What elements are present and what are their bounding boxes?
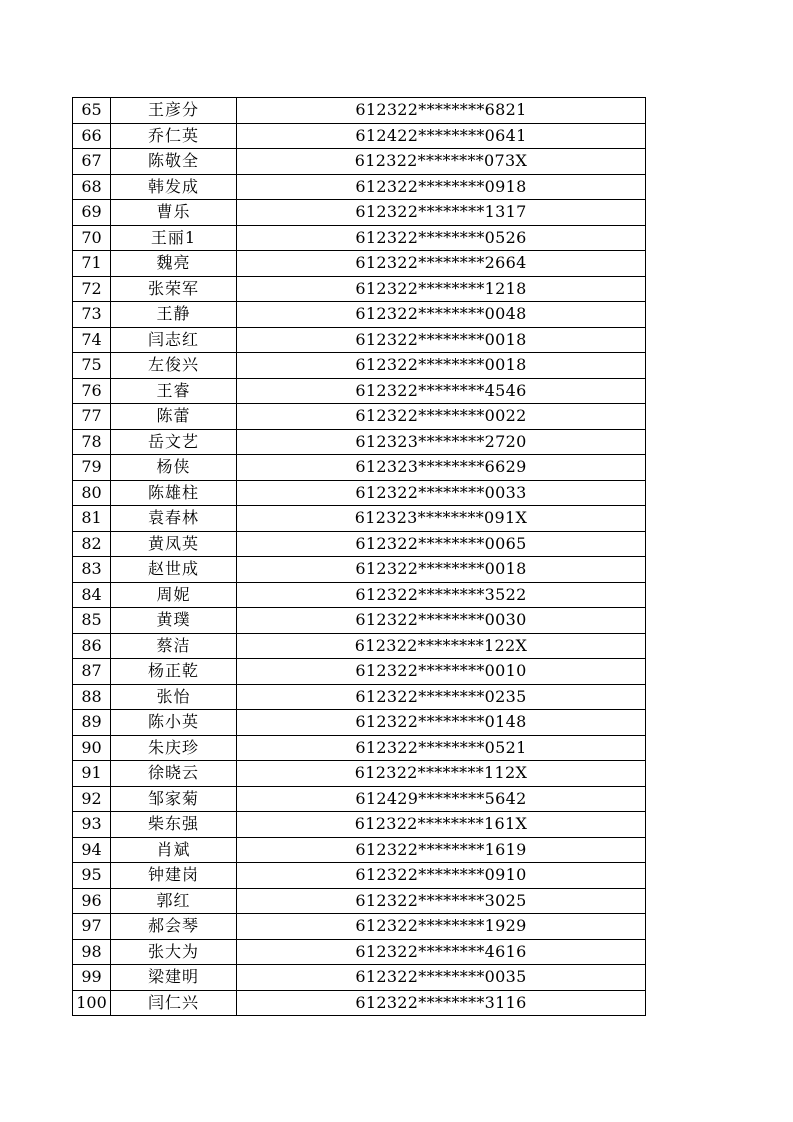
id-number: 612323********091X	[237, 506, 646, 532]
person-name: 徐晓云	[111, 761, 237, 787]
row-number: 74	[73, 327, 111, 353]
id-number: 612322********0010	[237, 659, 646, 685]
id-number: 612322********0018	[237, 557, 646, 583]
table-row	[73, 557, 646, 583]
id-number: 612322********3025	[237, 888, 646, 914]
id-number: 612429********5642	[237, 786, 646, 812]
person-name: 杨正乾	[111, 659, 237, 685]
row-number: 67	[73, 149, 111, 175]
table-row	[73, 710, 646, 736]
id-number: 612322********0065	[237, 531, 646, 557]
id-number: 612322********161X	[237, 812, 646, 838]
table-row	[73, 276, 646, 302]
id-number: 612322********0918	[237, 174, 646, 200]
id-number: 612323********6629	[237, 455, 646, 481]
table-row	[73, 480, 646, 506]
person-name: 郝会琴	[111, 914, 237, 940]
row-number: 66	[73, 123, 111, 149]
person-name: 钟建岗	[111, 863, 237, 889]
row-number: 68	[73, 174, 111, 200]
id-number: 612322********073X	[237, 149, 646, 175]
id-number: 612322********0526	[237, 225, 646, 251]
row-number: 77	[73, 404, 111, 430]
person-name: 朱庆珍	[111, 735, 237, 761]
person-name: 乔仁英	[111, 123, 237, 149]
row-number: 89	[73, 710, 111, 736]
person-name: 陈小英	[111, 710, 237, 736]
table-row	[73, 353, 646, 379]
row-number: 79	[73, 455, 111, 481]
row-number: 71	[73, 251, 111, 277]
row-number: 93	[73, 812, 111, 838]
person-name: 左俊兴	[111, 353, 237, 379]
id-number: 612322********2664	[237, 251, 646, 277]
table-row	[73, 608, 646, 634]
row-number: 87	[73, 659, 111, 685]
person-name: 赵世成	[111, 557, 237, 583]
id-number: 612322********0035	[237, 965, 646, 991]
table-row	[73, 174, 646, 200]
table-row	[73, 251, 646, 277]
row-number: 85	[73, 608, 111, 634]
row-number: 82	[73, 531, 111, 557]
table-row	[73, 837, 646, 863]
table-row	[73, 735, 646, 761]
id-number: 612322********0910	[237, 863, 646, 889]
person-name: 郭红	[111, 888, 237, 914]
table-row	[73, 149, 646, 175]
id-number: 612323********2720	[237, 429, 646, 455]
roster-table	[72, 97, 646, 1016]
person-name: 张大为	[111, 939, 237, 965]
person-name: 张怡	[111, 684, 237, 710]
person-name: 闫仁兴	[111, 990, 237, 1016]
table-row	[73, 990, 646, 1016]
row-number: 96	[73, 888, 111, 914]
person-name: 袁春林	[111, 506, 237, 532]
row-number: 73	[73, 302, 111, 328]
table-row	[73, 914, 646, 940]
row-number: 70	[73, 225, 111, 251]
table-row	[73, 225, 646, 251]
id-number: 612322********0033	[237, 480, 646, 506]
row-number: 80	[73, 480, 111, 506]
row-number: 86	[73, 633, 111, 659]
id-number: 612322********112X	[237, 761, 646, 787]
person-name: 陈雄柱	[111, 480, 237, 506]
table-row	[73, 506, 646, 532]
id-number: 612322********0030	[237, 608, 646, 634]
row-number: 92	[73, 786, 111, 812]
table-row	[73, 633, 646, 659]
table-row	[73, 404, 646, 430]
person-name: 王丽1	[111, 225, 237, 251]
person-name: 周妮	[111, 582, 237, 608]
row-number: 76	[73, 378, 111, 404]
id-number: 612322********0235	[237, 684, 646, 710]
person-name: 梁建明	[111, 965, 237, 991]
id-number: 612422********0641	[237, 123, 646, 149]
person-name: 岳文艺	[111, 429, 237, 455]
id-number: 612322********3522	[237, 582, 646, 608]
id-number: 612322********0048	[237, 302, 646, 328]
table-row	[73, 888, 646, 914]
table-row	[73, 455, 646, 481]
row-number: 91	[73, 761, 111, 787]
row-number: 88	[73, 684, 111, 710]
row-number: 83	[73, 557, 111, 583]
row-number: 100	[73, 990, 111, 1016]
table-row	[73, 582, 646, 608]
id-number: 612322********122X	[237, 633, 646, 659]
roster-body	[73, 98, 646, 1016]
person-name: 陈敬全	[111, 149, 237, 175]
row-number: 94	[73, 837, 111, 863]
id-number: 612322********0018	[237, 353, 646, 379]
id-number: 612322********0022	[237, 404, 646, 430]
person-name: 黄璞	[111, 608, 237, 634]
table-row	[73, 123, 646, 149]
table-row	[73, 965, 646, 991]
row-number: 98	[73, 939, 111, 965]
row-number: 90	[73, 735, 111, 761]
table-row	[73, 684, 646, 710]
id-number: 612322********0018	[237, 327, 646, 353]
row-number: 69	[73, 200, 111, 226]
person-name: 王静	[111, 302, 237, 328]
person-name: 柴东强	[111, 812, 237, 838]
person-name: 邹家菊	[111, 786, 237, 812]
table-row	[73, 659, 646, 685]
table-row	[73, 302, 646, 328]
id-number: 612322********4546	[237, 378, 646, 404]
table-row	[73, 98, 646, 124]
table-row	[73, 939, 646, 965]
person-name: 肖斌	[111, 837, 237, 863]
row-number: 72	[73, 276, 111, 302]
person-name: 杨侠	[111, 455, 237, 481]
person-name: 王睿	[111, 378, 237, 404]
row-number: 65	[73, 98, 111, 124]
table-row	[73, 378, 646, 404]
person-name: 黄凤英	[111, 531, 237, 557]
person-name: 韩发成	[111, 174, 237, 200]
row-number: 97	[73, 914, 111, 940]
table-row	[73, 429, 646, 455]
table-row	[73, 200, 646, 226]
person-name: 蔡洁	[111, 633, 237, 659]
id-number: 612322********0521	[237, 735, 646, 761]
person-name: 魏亮	[111, 251, 237, 277]
row-number: 99	[73, 965, 111, 991]
id-number: 612322********1218	[237, 276, 646, 302]
row-number: 84	[73, 582, 111, 608]
table-row	[73, 327, 646, 353]
id-number: 612322********4616	[237, 939, 646, 965]
table-row	[73, 531, 646, 557]
table-row	[73, 761, 646, 787]
id-number: 612322********1619	[237, 837, 646, 863]
row-number: 81	[73, 506, 111, 532]
id-number: 612322********6821	[237, 98, 646, 124]
id-number: 612322********3116	[237, 990, 646, 1016]
row-number: 78	[73, 429, 111, 455]
id-number: 612322********0148	[237, 710, 646, 736]
person-name: 张荣军	[111, 276, 237, 302]
id-number: 612322********1929	[237, 914, 646, 940]
person-name: 王彦分	[111, 98, 237, 124]
person-name: 陈蕾	[111, 404, 237, 430]
person-name: 闫志红	[111, 327, 237, 353]
person-name: 曹乐	[111, 200, 237, 226]
id-number: 612322********1317	[237, 200, 646, 226]
table-row	[73, 786, 646, 812]
table-row	[73, 863, 646, 889]
table-row	[73, 812, 646, 838]
row-number: 75	[73, 353, 111, 379]
row-number: 95	[73, 863, 111, 889]
